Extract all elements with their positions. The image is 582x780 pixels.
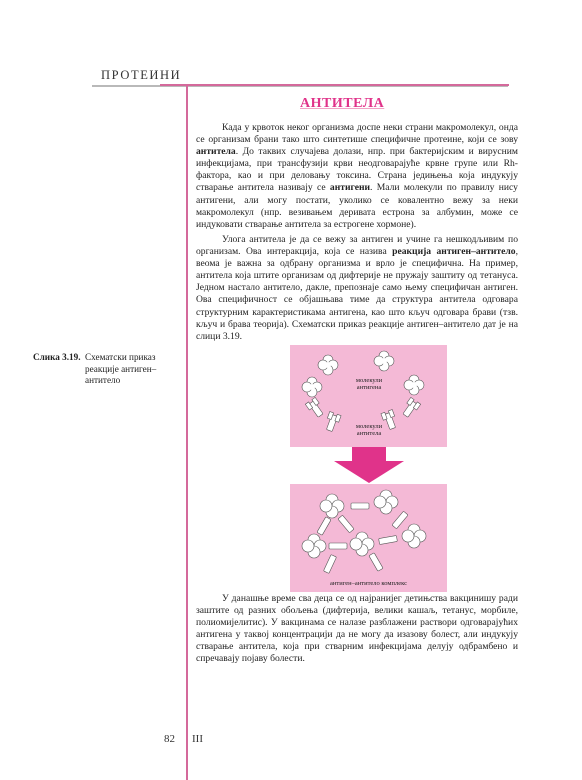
figure-caption (33, 352, 178, 387)
complex-box (290, 484, 447, 592)
margin-rule (186, 84, 188, 780)
antigen-antibody-figure (290, 345, 447, 593)
paragraph-3 (196, 593, 518, 666)
antibody-label-line2: антитела (356, 430, 382, 437)
text-run: У данашње време сва деца се од најранијег детињства вакцинишу ради заштите од разних обољења (дифтерија, велики кашаљ, тетанус, морбиле, полиомијелитис). У вакцинама се налазе разблажени раствори одговарајућих антигена у таквој концентрацији да не могу да изазову болест, али индукују стварање антитела, која при стварним инфекцијама делују одбрамбено и спречавају појаву болести. (196, 593, 518, 665)
section-title: АНТИТЕЛА (300, 96, 385, 111)
antigen-label (344, 377, 394, 391)
antigen-label-line1: молекули (355, 377, 383, 384)
reactants-box (290, 345, 447, 447)
chapter-header: ПРОТЕИНИ (101, 68, 182, 82)
antigen-label-line2: антигена (356, 384, 382, 391)
text-run: Када у крвоток неког организма доспе неки страни макромолекул, онда се организам брани тако што синтетише специфичне протеине, који се зову (196, 122, 518, 146)
complex-label: антиген–антитело комплекс (330, 580, 407, 587)
antibody-label (344, 423, 394, 437)
caption-text: Схематски приказ реакције антиген–антитело (85, 352, 157, 385)
text-run: Улога антитела је да се вежу за антиген и учине га нешкодљивим по организам. Ова интеракција, која се назива (196, 234, 518, 258)
bold-term: антитела (196, 146, 236, 158)
text-run: . До таквих случајева долази, нпр. при бактеријским и вирусним инфекцијама, при трансфузији крви неодговарајуће крвне групе или Rh-фактора, као и при деловању токсина. Страна једињења која индукују стварање антитела називају се (196, 146, 518, 194)
bold-term: реакција антиген–антитело (392, 246, 516, 258)
antibody-label-line1: молекули (355, 423, 383, 430)
reaction-arrow (290, 447, 447, 484)
page-number: 82 (164, 733, 175, 745)
paragraph-1 (196, 122, 518, 231)
complex-drawing (290, 484, 447, 592)
text-run: , веома је важна за одбрану организма и врло је специфична. На пример, антитела која штите организам од дифтерије не пружају заштиту од тетануса. Једном настало антитело, дакле, препознаје само њему специфичан антиген. Ова специфичност се објашњава тиме да структура антитела одговара структурним карактеристикама антигена, као што кључ одговара брави (тзв. кључ и брава теорија). Схематски приказ реакције антиген–антитело дат је на слици 3.19. (196, 246, 518, 342)
part-number: III (192, 733, 203, 745)
header-rule-pink (160, 84, 509, 86)
bold-term: антигени (329, 182, 371, 194)
caption-label: Слика 3.19. (33, 352, 81, 362)
text-run: . Мали молекули по правилу нису антигени, али могу постати, уколико се ковалентно вежу за неки макромолекул (нпр. везивањем деривата естрона за албумин, може се индуковати стварање антитела за естрогене хормоне). (196, 182, 518, 230)
paragraph-2 (196, 234, 518, 343)
complex-lattice (302, 490, 426, 573)
